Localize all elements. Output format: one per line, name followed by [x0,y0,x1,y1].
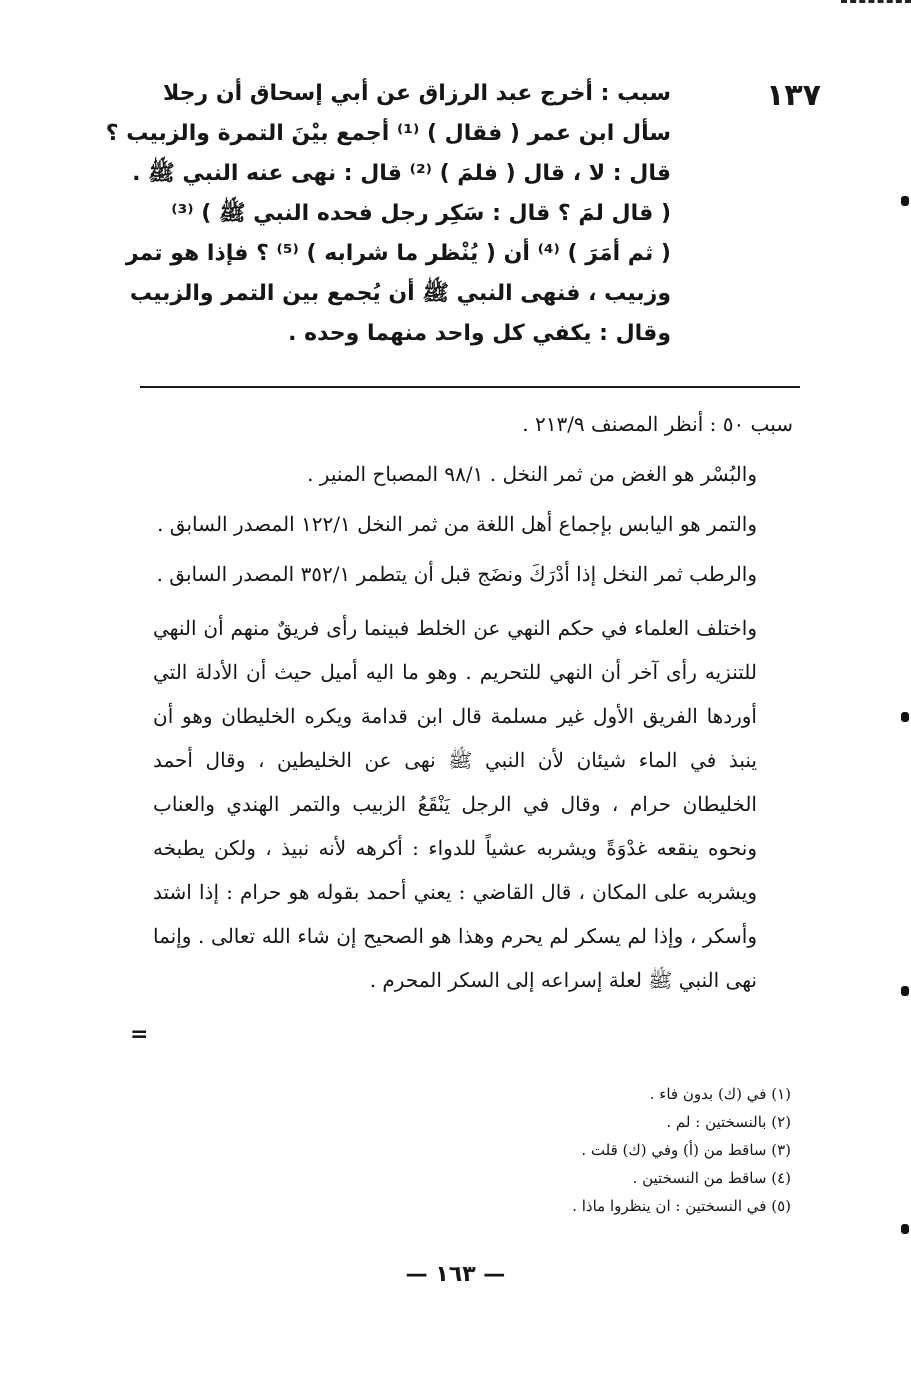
commentary-paragraph: واختلف العلماء في حكم النهي عن الخلط فبينما رأى فريقٌ منهم أن النهي للتنزيه رأى آخر أن النهي للتحريم . وهو ما اليه أميل حيث أن الأدلة التي أوردها الفريق الأول غير مسلمة قال ابن قدامة ويكره الخليطان وهو أن ينبذ في الماء شيئان لأن النبي ﷺ نهى عن الخليطين ، وقال أحمد الخليطان حرام ، وقال في الرجل يَنْقَعُ الزبيب والتمر الهندي والعناب ونحوه ينقعه غدْوَةً ويشربه عشياً للدواء : أكرهه لأنه نبيذ ، ولكن يطبخه ويشربه على المكان ، قال القاضي : يعني أحمد بقوله هو حرام : إذا اشتد وأسكر ، وإذا لم يسكر لم يحرم وهذا هو الصحيح إن شاء الله تعالى . وإنما نهى النبي ﷺ لعلة إسراعه إلى السكر المحرم . [153,616,757,992]
commentary-paragraph: والبُسْر هو الغض من ثمر النخل . ٩٨/١ المصباح المنير . [307,462,757,486]
footnote-item: (١) في (ك) بدون فاء . [649,1085,791,1103]
footnote-item: (٤) ساقط من النسختين . [632,1169,791,1187]
footnote-item: (٣) ساقط من (أ) وفي (ك) قلت . [581,1141,791,1159]
section-divider [140,386,800,388]
hadith-line: ( ثم أمَرَ ) ⁽⁴⁾ أن ( يُنْظر ما شرابه ) ⁽⁵⁾ ؟ فإذا هو تمر [125,241,671,266]
binding-hole-mark [901,986,909,996]
continuation-mark: = [130,1022,149,1047]
hadith-line: وزبيب ، فنهى النبي ﷺ أن يُجمع بين التمر والزبيب [129,281,671,306]
footnotes [291,1080,791,1220]
footnote-item: (٢) بالنسختين : لم . [666,1113,791,1131]
corner-scan-mark [841,0,911,13]
hadith-line: ( قال لمَ ؟ قال : سَكِر رجل فحده النبي ﷺ ) ⁽³⁾ [171,201,671,226]
binding-hole-mark [901,196,909,206]
binding-hole-mark [901,712,909,722]
commentary-source: سبب ٥٠ : أنظر المصنف ٢١٣/٩ . [522,412,793,436]
commentary-section [153,402,793,1008]
page-number: — ١٦٣ — [405,1262,506,1287]
commentary-paragraph: والتمر هو اليابس بإجماع أهل اللغة من ثمر النخل ١٢٢/١ المصدر السابق . [157,512,757,536]
hadith-line: قال : لا ، قال ( فلمَ ) ⁽²⁾ قال : نهى عنه النبي ﷺ . [132,161,671,186]
hadith-line: سبب : أخرج عبد الرزاق عن أبي إسحاق أن رجلا [162,81,671,106]
hadith-text [105,74,671,354]
footnote-item: (٥) في النسختين : ان ينظروا ماذا . [572,1197,791,1215]
hadith-line: سأل ابن عمر ( فقال ) ⁽¹⁾ أجمع بيْنَ التمرة والزبيب ؟ [105,121,671,146]
binding-hole-mark [901,1224,909,1234]
hadith-number: ١٣٧ [766,78,821,113]
hadith-line: وقال : يكفي كل واحد منهما وحده . [288,321,671,346]
commentary-paragraph: والرطب ثمر النخل إذا أدْرَكَ ونضَج قبل أن يتطمر ٣٥٢/١ المصدر السابق . [156,562,757,586]
